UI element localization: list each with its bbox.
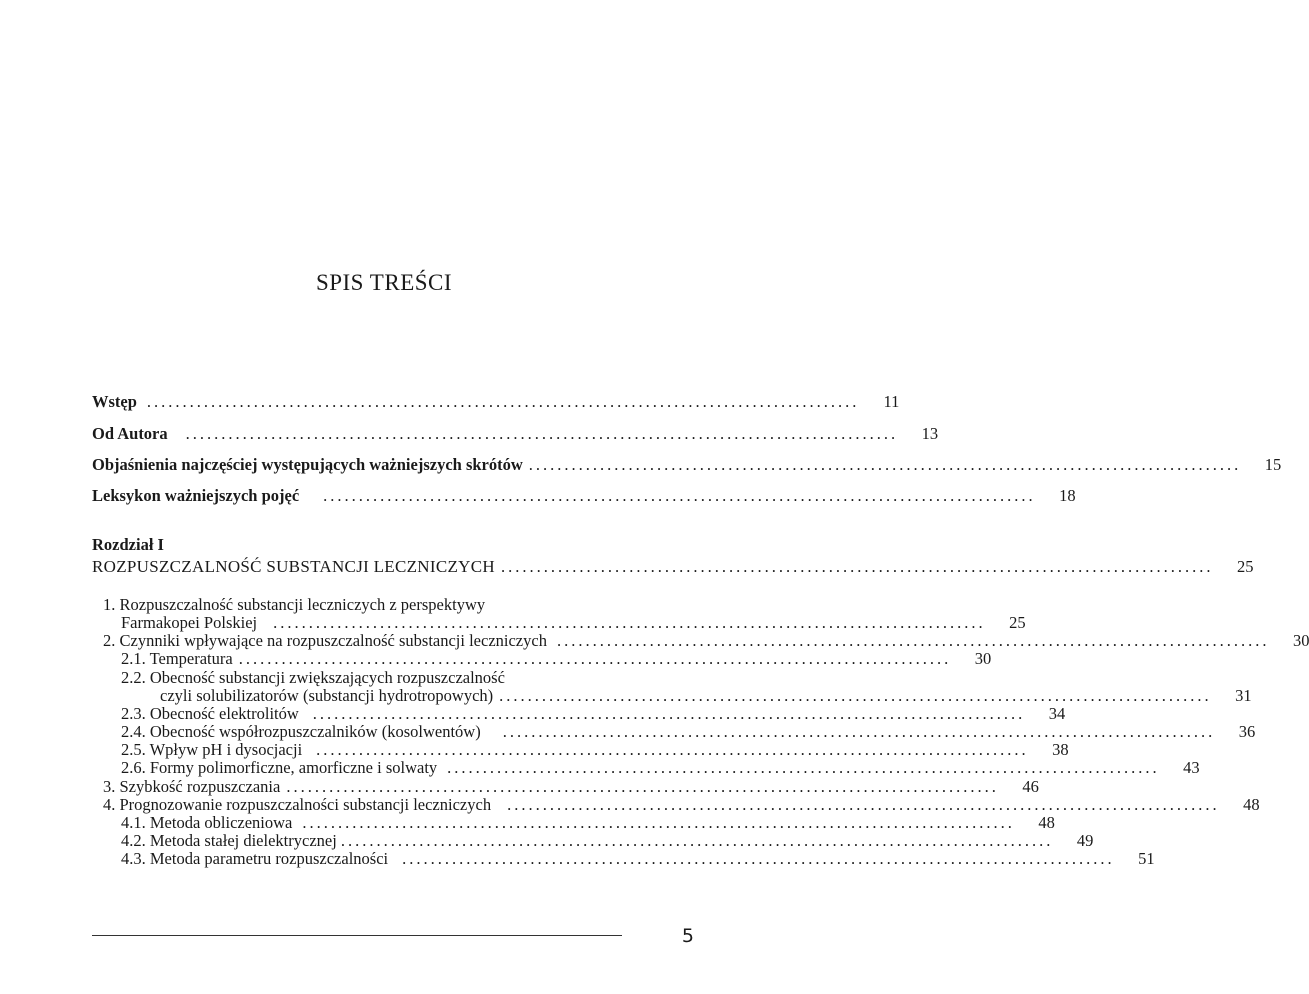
- toc-entry-page: 30: [974, 649, 992, 668]
- toc-section-2-5[interactable]: [121, 740, 1069, 760]
- toc-entry-page: 51: [1138, 849, 1155, 868]
- leader-dots: ....................................................................................................: [273, 613, 986, 632]
- toc-section-4[interactable]: [103, 795, 1260, 815]
- toc-section-2[interactable]: [103, 631, 1309, 651]
- toc-entry-page: 46: [1022, 777, 1039, 796]
- section-number: 2.5.: [121, 740, 146, 759]
- chapter-number: Rozdział I: [92, 535, 164, 554]
- toc-entry-page: 25: [1236, 557, 1254, 576]
- leader-dots: ....................................................................................................: [340, 831, 1054, 850]
- toc-entry-page: 30: [1292, 631, 1309, 650]
- section-label: [103, 777, 280, 797]
- toc-entry-page: 18: [1059, 486, 1076, 505]
- section-text: Formy polimorficzne, amorficzne i solwaty: [149, 758, 438, 777]
- section-number: 2.6.: [121, 758, 146, 777]
- toc-section-2-6[interactable]: [121, 758, 1200, 778]
- leader-dots: ....................................................................................................: [528, 455, 1242, 474]
- section-number: 2.: [103, 631, 116, 650]
- leader-dots: ....................................................................................................: [507, 795, 1220, 814]
- section-label: [121, 740, 302, 760]
- toc-entry-page: 31: [1235, 686, 1252, 705]
- section-number: 4.: [103, 795, 116, 814]
- toc-section-2-4[interactable]: [121, 722, 1256, 742]
- section-text: Szybkość rozpuszczania: [119, 777, 281, 796]
- section-label-cont: Farmakopei Polskiej: [121, 613, 258, 632]
- toc-entry-page: 34: [1048, 704, 1066, 723]
- section-label: [121, 722, 481, 742]
- section-number: 2.1.: [121, 649, 146, 668]
- leader-dots: ....................................................................................................: [502, 722, 1216, 741]
- section-text: Obecność współrozpuszczalników (kosolwentów): [149, 722, 481, 741]
- section-number: 2.4.: [121, 722, 146, 741]
- leader-dots: ....................................................................................................: [302, 813, 1015, 832]
- toc-section-1-line2[interactable]: [121, 613, 1026, 633]
- toc-section-4-2[interactable]: [121, 831, 1094, 851]
- section-label: [121, 813, 292, 833]
- page-number: 5: [681, 925, 694, 947]
- section-number: 2.2.: [121, 668, 146, 687]
- toc-entry-leksykon[interactable]: [92, 486, 1076, 506]
- toc-section-1-line1[interactable]: [103, 595, 485, 615]
- section-text: Temperatura: [149, 649, 233, 668]
- leader-dots: ....................................................................................................: [316, 740, 1029, 759]
- section-number: 4.3.: [121, 849, 146, 868]
- toc-section-2-1[interactable]: [121, 649, 992, 669]
- section-text: Obecność elektrolitów: [149, 704, 299, 723]
- toc-section-4-3[interactable]: [121, 849, 1155, 869]
- section-number: 4.1.: [121, 813, 146, 832]
- toc-section-4-1[interactable]: [121, 813, 1055, 833]
- toc-entry-od-autora[interactable]: [92, 424, 939, 444]
- leader-dots: ....................................................................................................: [402, 849, 1115, 868]
- toc-entry-objasnienia[interactable]: [92, 455, 1282, 475]
- toc-entry-page: 49: [1076, 831, 1094, 850]
- section-label: [103, 795, 491, 815]
- leader-dots: ....................................................................................................: [323, 486, 1036, 505]
- toc-section-2-2-line1[interactable]: [121, 668, 505, 688]
- section-number: 1.: [103, 595, 116, 614]
- toc-entry-page: 15: [1264, 455, 1282, 474]
- leader-dots: ....................................................................................................: [185, 424, 899, 443]
- section-label: [103, 631, 547, 651]
- footer-rule: [92, 935, 622, 936]
- toc-chapter-1[interactable]: [92, 557, 1254, 577]
- section-label: [121, 704, 299, 724]
- section-text: Czynniki wpływające na rozpuszczalność substancji leczniczych: [119, 631, 547, 650]
- leader-dots: ....................................................................................................: [500, 557, 1214, 576]
- section-label: [121, 831, 337, 851]
- toc-entry-page: 36: [1238, 722, 1256, 741]
- leader-dots: ....................................................................................................: [556, 631, 1270, 650]
- leader-dots: ....................................................................................................: [499, 686, 1212, 705]
- toc-entry-label: Wstęp: [92, 392, 137, 411]
- leader-dots: ....................................................................................................: [286, 777, 999, 796]
- section-number: 3.: [103, 777, 116, 796]
- toc-entry-label: Leksykon ważniejszych pojęć: [92, 486, 300, 505]
- leader-dots: ....................................................................................................: [447, 758, 1160, 777]
- leader-dots: ....................................................................................................: [238, 649, 952, 668]
- section-number: 4.2.: [121, 831, 146, 850]
- toc-entry-label: Od Autora: [92, 424, 168, 443]
- toc-section-3[interactable]: [103, 777, 1039, 797]
- section-label: [121, 758, 437, 778]
- page-title: SPIS TREŚCI: [315, 270, 453, 295]
- leader-dots: ....................................................................................................: [146, 392, 860, 411]
- toc-entry-page: 43: [1183, 758, 1200, 777]
- section-text: Metoda obliczeniowa: [149, 813, 293, 832]
- section-label: [121, 849, 388, 869]
- toc-section-2-2-line2[interactable]: [160, 686, 1252, 706]
- section-number: 2.3.: [121, 704, 146, 723]
- section-label: Obecność substancji zwiększających rozpuszczalność: [149, 668, 505, 687]
- toc-entry-label: Objaśnienia najczęściej występujących ważniejszych skrótów: [92, 455, 523, 474]
- section-label: Rozpuszczalność substancji leczniczych z perspektywy: [119, 595, 486, 614]
- toc-entry-wstep[interactable]: [92, 392, 900, 412]
- toc-entry-page: 48: [1243, 795, 1260, 814]
- section-label-cont: czyli solubilizatorów (substancji hydrotropowych): [160, 686, 494, 705]
- chapter-title: ROZPUSZCZALNOŚĆ SUBSTANCJI LECZNICZYCH: [92, 557, 495, 576]
- section-text: Prognozowanie rozpuszczalności substancji leczniczych: [119, 795, 492, 814]
- toc-entry-page: 48: [1038, 813, 1055, 832]
- toc-entry-page: 38: [1052, 740, 1069, 759]
- section-label: [121, 649, 233, 669]
- toc-entry-page: 11: [883, 392, 900, 411]
- toc-entry-page: 13: [921, 424, 939, 443]
- section-text: Metoda parametru rozpuszczalności: [149, 849, 389, 868]
- toc-section-2-3[interactable]: [121, 704, 1066, 724]
- section-text: Metoda stałej dielektrycznej: [149, 831, 337, 850]
- leader-dots: ....................................................................................................: [312, 704, 1026, 723]
- toc-entry-page: 25: [1009, 613, 1026, 632]
- section-text: Wpływ pH i dysocjacji: [149, 740, 303, 759]
